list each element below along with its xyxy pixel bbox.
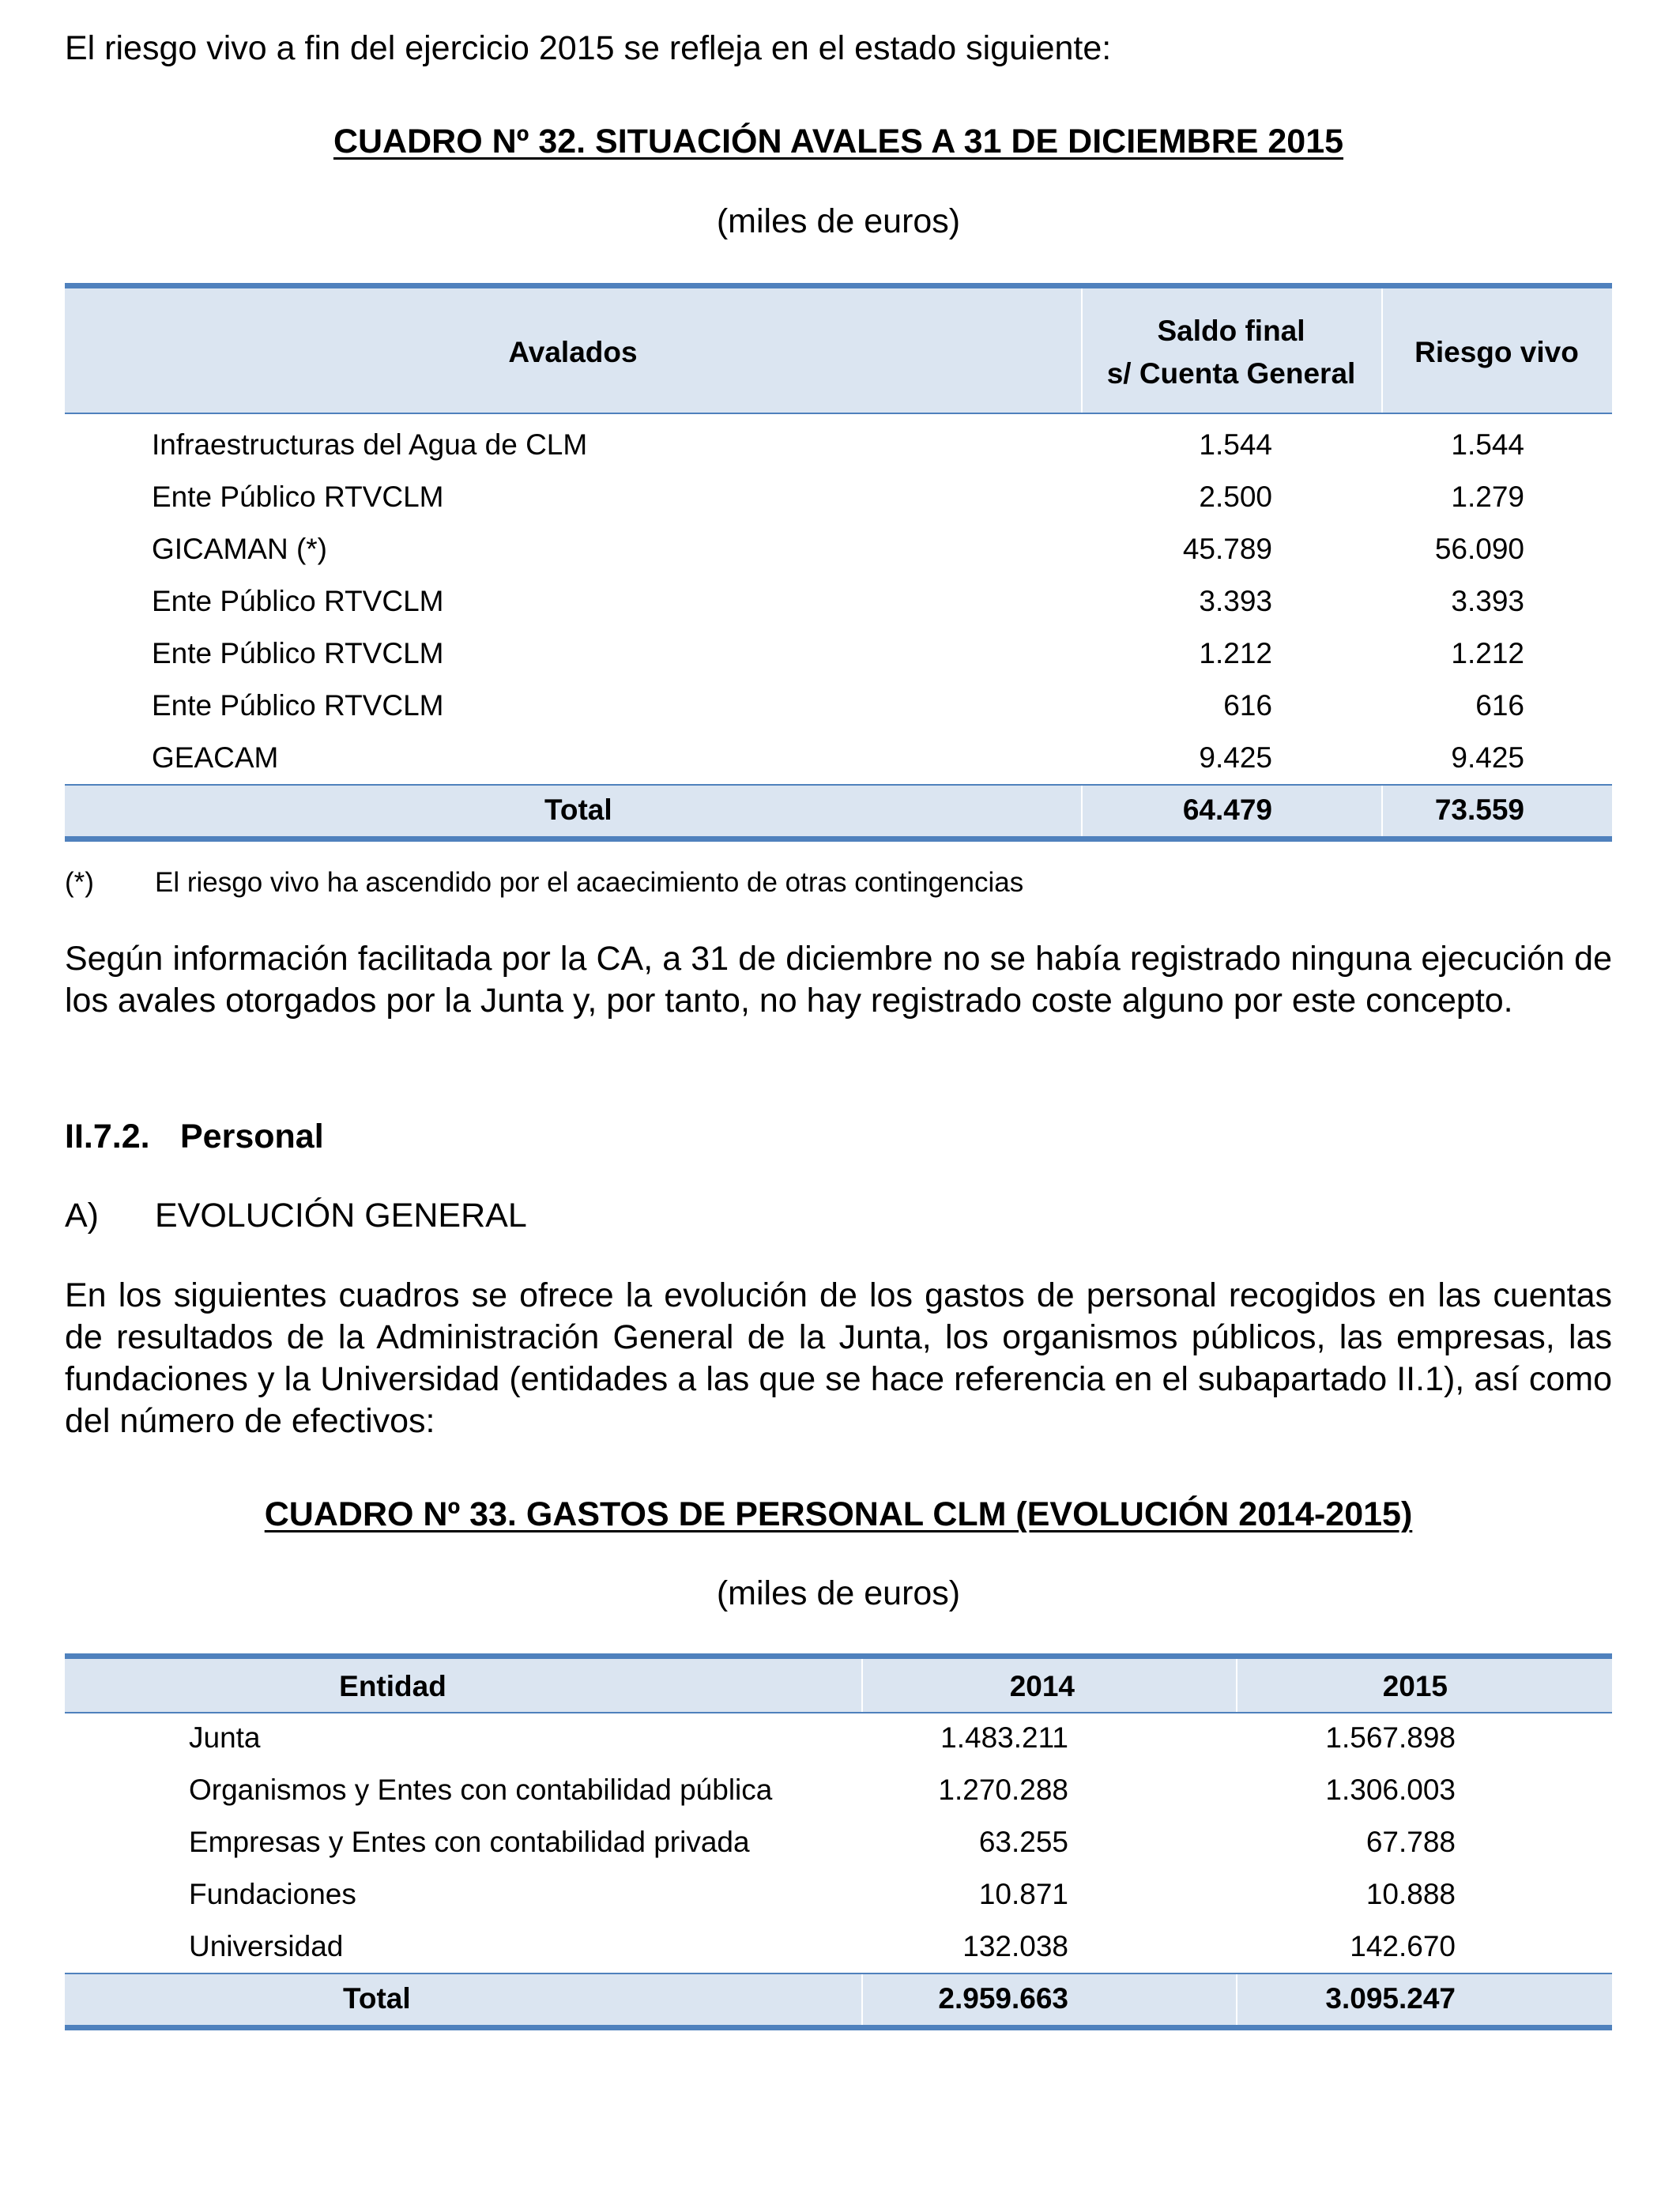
paragraph-avales: Según información facilitada por la CA, a 31 de diciembre no se había registrado ninguna ejecución de los avales otorgados por la Junta y, por tanto, no hay registrado coste alguno por este concepto. xyxy=(65,940,1612,1020)
table-row: Ente Público RTVCLM 616 616 xyxy=(152,689,1524,722)
table-row: Ente Público RTVCLM 1.212 1.212 xyxy=(152,637,1524,669)
intro-text: El riesgo vivo a fin del ejercicio 2015 se refleja en el estado siguiente: xyxy=(65,29,1112,67)
table-row: Infraestructuras del Agua de CLM 1.544 1.544 xyxy=(152,428,1524,461)
column-header-avalados: Avalados xyxy=(508,336,638,368)
table-33-total-row: Total 2.959.663 3.095.247 xyxy=(65,1973,1612,2025)
table-32-total-row: Total 64.479 73.559 xyxy=(65,784,1612,836)
table-row: Ente Público RTVCLM 3.393 3.393 xyxy=(152,585,1524,617)
table-33-bottom-rule xyxy=(65,2025,1612,2030)
section-title: Personal xyxy=(180,1118,324,1155)
subsection-title: EVOLUCIÓN GENERAL xyxy=(155,1197,527,1235)
subsection-letter: A) xyxy=(65,1197,99,1235)
section-number: II.7.2. xyxy=(65,1118,150,1155)
table-33-title: CUADRO Nº 33. GASTOS DE PERSONAL CLM (EVOLUCIÓN 2014-2015) xyxy=(264,1495,1413,1533)
table-32-title: CUADRO Nº 32. SITUACIÓN AVALES A 31 DE DICIEMBRE 2015 xyxy=(333,123,1344,160)
table-32-units: (miles de euros) xyxy=(716,202,961,240)
table-row: Junta 1.483.211 1.567.898 xyxy=(189,1721,1456,1754)
table-32-bottom-rule xyxy=(65,836,1612,842)
table-33-header: Entidad 2014 2015 xyxy=(65,1653,1612,1713)
footnote-mark: (*) xyxy=(65,867,94,898)
table-row: Universidad 132.038 142.670 xyxy=(189,1930,1456,1962)
paragraph-personal: En los siguientes cuadros se ofrece la evolución de los gastos de personal recogidos en las cuentas de resultados de la Administración General de la Junta, los organismos públicos, las empresas, las fundaciones y la Universidad (entidades a las que se hace referencia en el subapartado II.1), así como del número de efectivos: xyxy=(65,1276,1612,1440)
table-32-header xyxy=(65,283,1612,414)
table-33-units: (miles de euros) xyxy=(716,1574,961,1612)
table-row: Ente Público RTVCLM 2.500 1.279 xyxy=(152,481,1524,513)
column-header-riesgo-vivo: Riesgo vivo xyxy=(1414,336,1579,368)
footnote-text: El riesgo vivo ha ascendido por el acaecimiento de otras contingencias xyxy=(155,867,1024,898)
table-row: Organismos y Entes con contabilidad pública 1.270.288 1.306.003 xyxy=(189,1774,1456,1806)
column-header-saldo-final: Saldo final s/ Cuenta General xyxy=(1106,315,1356,390)
table-row: Fundaciones 10.871 10.888 xyxy=(189,1878,1456,1910)
column-header-entidad: Entidad xyxy=(339,1670,446,1702)
table-row: GICAMAN (*) 45.789 56.090 xyxy=(152,533,1524,565)
table-row: Empresas y Entes con contabilidad privada 63.255 67.788 xyxy=(189,1826,1456,1858)
table-row: GEACAM 9.425 9.425 xyxy=(152,741,1524,774)
